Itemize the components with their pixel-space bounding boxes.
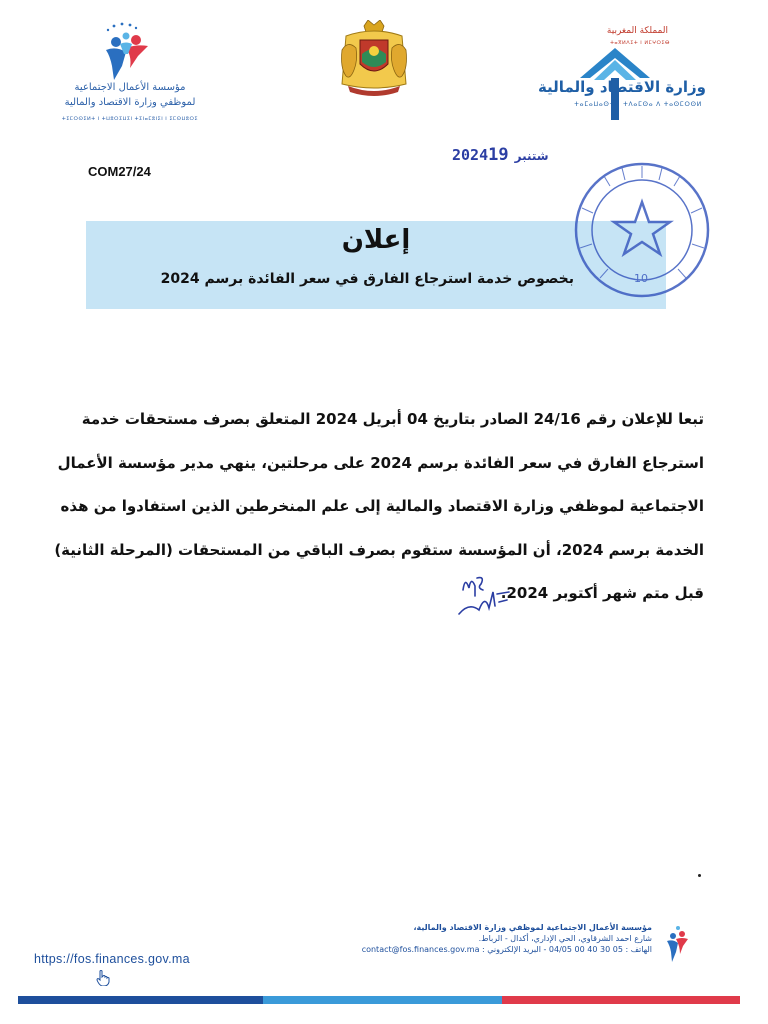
color-bar-light-blue — [263, 996, 501, 1004]
svg-text:10: 10 — [634, 272, 648, 285]
color-bar-dark-blue — [18, 996, 263, 1004]
fos-name-tifinagh: ⵜⵉⵎⵔⵙⵉⵍⵜ ⵏ ⵜⵡⵓⵔⵉⵡⵉⵏ ⵜⵉⵏⴰⵎⵓⵏⵉⵏ ⵏ ⵉⵎⵙⵡⵓⵔⵉ — [61, 116, 199, 122]
reference-number: COM27/24 — [88, 164, 151, 179]
body-line-2: استرجاع الفارق في سعر الفائدة برسم 2024 على مرحلتين، ينهي مدير مؤسسة الأعمال — [57, 453, 704, 472]
body-line-5: قبل متم شهر أكتوبر 2024. — [500, 584, 704, 602]
date-year: 2024 — [452, 146, 489, 164]
body-line-4: الخدمة برسم 2024، أن المؤسسة ستقوم بصرف الباقي من المستحقات (المرحلة الثانية) — [54, 540, 704, 559]
body-line-3: الاجتماعية لموظفي وزارة الاقتصاد والمالية إلى علم المنخرطين الذين استفادوا من هذه — [60, 497, 704, 515]
moroccan-coat-of-arms-icon — [336, 20, 412, 100]
date-month: شتنبر — [514, 149, 549, 163]
ministry-name: وزارة الاقتصاد والمالية — [537, 78, 706, 96]
announcement-body — [54, 398, 704, 616]
footer-website-link[interactable]: https://fos.finances.gov.ma — [34, 952, 190, 966]
kingdom-tifinagh: ⵜⴰⴳⵍⴷⵉⵜ ⵏ ⵍⵎⵖⵔⵉⴱ — [610, 40, 670, 46]
footer-address — [340, 922, 652, 955]
body-line-1: تبعا للإعلان رقم 24/16 الصادر بتاريخ 04 أبريل 2024 المتعلق بصرف مستحقات خدمة — [81, 410, 704, 428]
color-bar-red — [502, 996, 740, 1004]
hand-cursor-icon — [96, 970, 110, 986]
handwritten-signature-icon — [455, 572, 525, 618]
footer-address-line3: الهاتف : 05 30 40 00 04/05 - البريد الإلكتروني : contact@fos.finances.gov.ma — [361, 945, 652, 954]
footer-address-line2: شارع احمد الشرقاوي، الحي الإداري، أكدال - الرباط. — [478, 934, 652, 943]
stray-dot — [698, 874, 701, 877]
date-stamp — [452, 145, 555, 165]
fos-name-line1: مؤسسة الأعمال الاجتماعية — [74, 82, 186, 93]
fos-logo — [60, 22, 200, 132]
ministry-logo — [537, 22, 710, 122]
date-day: 19 — [488, 145, 509, 165]
official-round-stamp-icon — [570, 158, 714, 302]
fos-small-logo-icon — [664, 924, 692, 966]
page-title: إعلان — [341, 225, 411, 255]
footer-address-line1: مؤسسة الأعمال الاجتماعية لموظفي وزارة الاقتصاد والمالية، — [413, 923, 652, 932]
fos-name-line2: لموظفي وزارة الاقتصاد والمالية — [64, 97, 196, 108]
page-subtitle: بخصوص خدمة استرجاع الفارق في سعر الفائدة برسم 2024 — [160, 271, 574, 287]
ministry-name-tifinagh: ⵜⴰⵎⴰⵡⴰⵙⵜ ⵏ ⵜⴷⴰⵎⵙⴰ ⴷ ⵜⴰⵙⵎⵔⵙⵍ — [574, 101, 702, 108]
people-figures-icon — [92, 22, 168, 80]
kingdom-label: المملكة المغربية — [606, 26, 668, 36]
footer-color-bar — [18, 996, 740, 1004]
